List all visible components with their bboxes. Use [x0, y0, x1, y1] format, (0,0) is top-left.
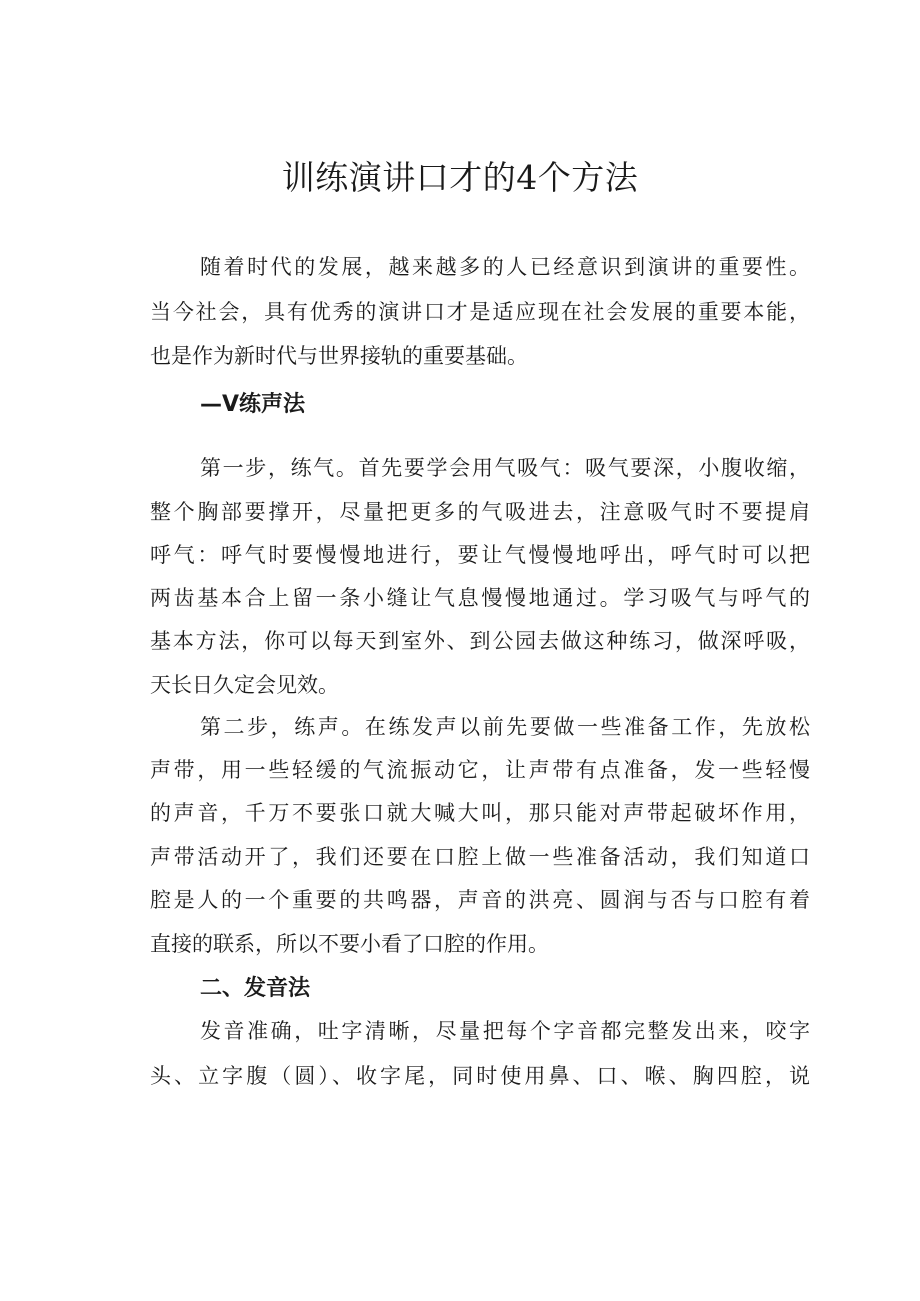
s1p1-line-5: 基本方法，你可以每天到室外、到公园去做这种练习，做深呼吸， [150, 629, 810, 653]
s1p1-line-6: 天长日久定会见效。 [150, 673, 339, 697]
s1p2-line-6: 直接的联系，所以不要小看了口腔的作用。 [150, 932, 549, 956]
s1p2-line-5: 腔是人的一个重要的共鸣器，声音的洪亮、圆润与否与口腔有着 [150, 888, 810, 912]
s1p1-line-2: 整个胸部要撑开，尽量把更多的气吸进去，注意吸气时不要提肩 [150, 500, 810, 524]
s1p1-line-1: 第一步，练气。首先要学会用气吸气：吸气要深，小腹收缩， [200, 456, 810, 480]
s1p2-line-1: 第二步，练声。在练发声以前先要做一些准备工作，先放松 [200, 715, 810, 739]
intro-line-3: 也是作为新时代与世界接轨的重要基础。 [150, 344, 528, 368]
section-1-heading: —V练声法 [200, 392, 306, 417]
s1p1-line-4: 两齿基本合上留一条小缝让气息慢慢地通过。学习吸气与呼气的 [150, 586, 810, 610]
intro-line-2: 当今社会，具有优秀的演讲口才是适应现在社会发展的重要本能， [150, 300, 810, 324]
section-2-heading: 二、发音法 [200, 976, 311, 1001]
s2p1-line-1: 发音准确，吐字清晰，尽量把每个字音都完整发出来，咬字 [200, 1019, 810, 1043]
s1p1-line-3: 呼气：呼气时要慢慢地进行，要让气慢慢地呼出，呼气时可以把 [150, 543, 810, 567]
s1p2-line-2: 声带，用一些轻缓的气流振动它，让声带有点准备，发一些轻慢 [150, 758, 810, 782]
s1p2-line-3: 的声音，千万不要张口就大喊大叫，那只能对声带起破坏作用， [150, 801, 810, 825]
s2p1-line-2: 头、立字腹（圆）、收字尾，同时使用鼻、口、喉、胸四腔，说 [150, 1064, 810, 1088]
document-title: 训练演讲口才的4个方法 [281, 158, 639, 197]
intro-line-1: 随着时代的发展，越来越多的人已经意识到演讲的重要性。 [200, 255, 810, 279]
s1p2-line-4: 声带活动开了，我们还要在口腔上做一些准备活动，我们知道口 [150, 845, 810, 869]
